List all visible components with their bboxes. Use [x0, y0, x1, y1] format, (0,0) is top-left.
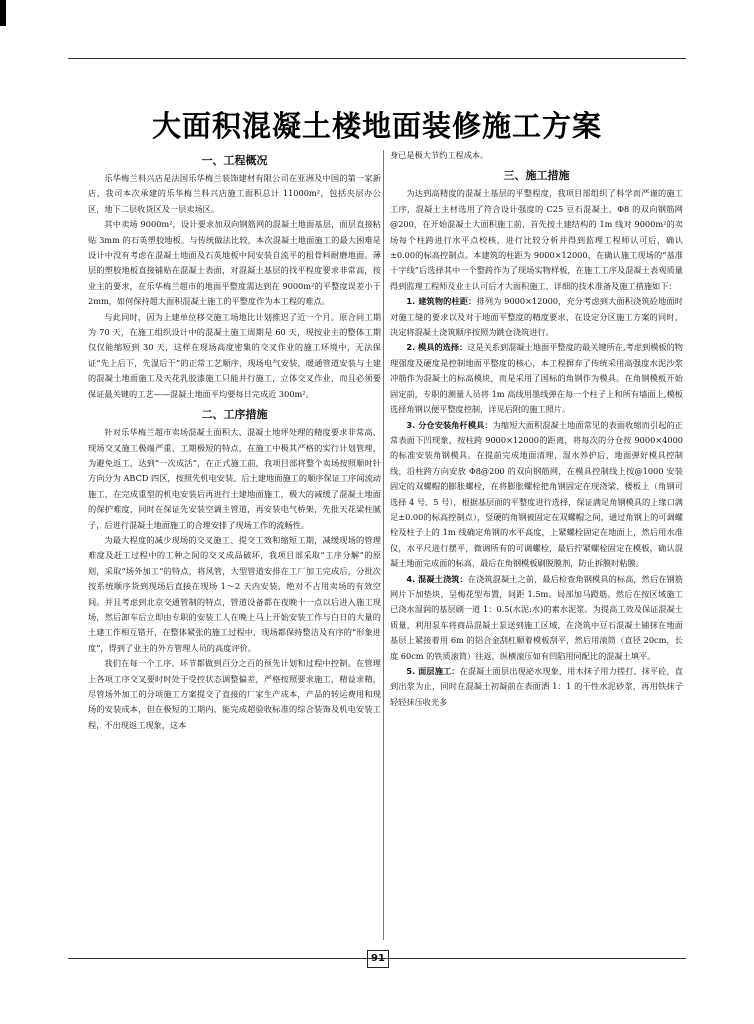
list-item: [390, 294, 683, 340]
item-text: 在混凝土面层出现泌水现象，用木抹子用力搓打、抹平砼，直到出浆为止，同时在混凝土初凝前在表面洒 1：1 的干性水泥砂浆，再用铁抹子轻轻抹压收光多: [390, 666, 683, 707]
list-item: [390, 340, 683, 417]
list-item: [390, 664, 683, 710]
item-label: 4. 混凝土浇筑：: [406, 573, 468, 584]
section-heading-procedures: 二、工序措施: [201, 408, 268, 422]
right-column: [390, 148, 683, 943]
paragraph: 针对乐华梅兰超市卖场混凝土面积大、混凝土地坪处理的精度要求非常高、现场交叉施工极端严重、工期极短的特点，在施工中极其严格的实行计划管理，为避免返工，达到“一次成活”，在正式施工前，我项目部将整个卖场按照顺时针方向分为 ABCD 四区，按照先机电安装、后土建地面施工的顺序保证工序间流动施工，在完成重型的机电安装后再进行土建地面施工，极大的减缓了混凝土地面的保护难度，同时在保证先安装空调主管道，再安装电气桥架，先批天花梁柱腻子，后进行混凝土地面施工的合理安排了现场工作的流畅性。: [88, 427, 381, 530]
item-label: 1. 建筑物的柱距：: [406, 296, 477, 307]
page-title: 大面积混凝土楼地面装修施工方案: [151, 109, 602, 143]
section-heading-overview: 一、工程概况: [201, 154, 268, 167]
paragraph: 为最大程度的减少现场的交叉施工、提交工效和缩短工期，减缓现场的管理难度及赶工过程中的工种之间的交叉成品破坏，我项目部采取“工序分解”的原则，采取“场外加工”的特点，将风管，大型管道安排在工厂加工完成后，分批次按系统顺序货到现场后直接在现场 1～2 天内安装，绝对不占用卖场的有效空间。并且考虑到北京交通管制的特点，管道设备都在夜晚十一点以后进入施工现场，然后卸车后立即由专职的安装工人在晚上马上开始安装工作与白日的大量的土建工作相互错开，在整体紧张的施工过程中，现场都保持整洁及有序的“形象进度”，得到了业主的外方管理人员的高度评价。: [88, 534, 381, 653]
item-text: 在浇筑混凝土之前，最后检查角钢模具的标高，然后在钢筋网片下加垫块，呈梅花型布置，间距 1.5m。局部加马蹬筋。然后在按区域施工已浇水湿润的基层刷一道 1：0.5(水泥:水)的素水泥浆。为提高工效及保证混凝土质量，利用泵车将商品混凝土泵送到施工区域，在浇筑中豆石混凝土铺抹在地面基层上紧接着用 6m 的铝合金刮杠顺着模板刮平，然后用滚筒（直径 20cm，长度 60cm 的铁质滚筒）往返，纵横滚压如有凹陷用同配比的混凝土填平。: [390, 573, 683, 661]
left-column: [88, 148, 381, 943]
column-divider: [383, 150, 384, 940]
paragraph: 与此同时，因为上建单位移交施工场地比计划推迟了近一个月。原合同工期为 70 天，在施工组织设计中的混凝土施工周期是 60 天，现按业主的整体工期仅仅能缩短到 30 天，这样在现场高度密集的交叉作业的施工环境中，无法保证“先上后下，先湿后干”的正常工艺顺序，现场电气安装，暖通管道安装与土建的混凝土地面施工及天花乳胶漆施工只能并行施工，立体交叉作业，而且必须要保证最关键的工艺——混凝土地面平均要每日完成近 300m²。: [88, 311, 381, 399]
paragraph: 乐华梅兰科兴店是法国乐华梅兰装饰建材有限公司在亚洲及中国的第一家新店，我司本次承建的乐华梅兰科兴店施工面积总计 11000m²，包括夹层办公区，地下二层收货区及一层卖场区。: [88, 173, 381, 214]
list-item: [390, 572, 683, 664]
list-item: [390, 418, 683, 572]
item-label: 3. 分仓安装角杆模具：: [406, 419, 493, 430]
paragraph: 我们在每一个工序、环节都做到百分之百的预先计划和过程中控制。在管理上各项工序交叉要时时处于受控状态调整偏差，严格按照要求施工，精益求精，尽管场外加工的分项施工方案提交了直接的厂家生产成本，产品的转运费用和现场的安装成本，但在极短的工期内，能完成超验收标准的综合装饰及机电安装工程，不出现返工现象，这本: [88, 658, 381, 730]
paragraph: 为达到高精度的混凝土基层的平整程度，我项目部组织了科学而严谨的施工工序，混凝土主材选用了符合设计强度的 C25 豆石混凝土，Φ8 的双向钢筋网@200，在开始混凝土大面积施工前，首先按土建结构的 1m 线对 9000m²的卖场每个柱跨进行水平点校核，进行比较分析并得到监理工程师认可后，确认±0.00的标高控制点。本建筑的柱距为 9000×12000，在确认施工现场的“基准十字线”后选择其中一个整跨作为了现场实物样板，在施工工序及混凝土表观质量得到监理工程师及业主认可后才大面积施工，详细的技术准备及施工措施如下：: [390, 188, 683, 291]
item-text: 为缩短大面积混凝土地面常见的表面收缩而引起的正常表面下凹现象，按柱跨 9000×12000的距离，将每次的分仓按 9000×4000的标准安装角钢模具。在提前完成地面清理，湿水养护后，地面弹好模具控制线，沿柱跨方向安放 Φ8@200 的双向钢筋网，在模具控制线上按@1000 安装固定的双螺帽的膨胀螺栓，在将膨胀螺栓把角钢固定在现浇梁、楼板上（角钢可选择 4 号、5 号），根据基层面的平整度进行选择，保证满足角钢模具的上缘口满足±0.00的标高控制点），竖硬的角钢被固定在双螺帽之间，通过角钢上的可调螺栓及柱子上的 1m 线确定角钢的水平高度，上紧螺栓固定在地面上，然后用水准仪，水平尺进行摆平，微调所有的可调螺栓，最后拧紧螺栓固定在模板，确认混凝土地面完成面的标高，最后在角钢模板刷脱膜剂，防止拆膜时粘膜。: [390, 419, 683, 569]
item-text: 这是关系到混凝土地面平整度的最关键所在,考虑到模板的物理强度及硬度是控制地面平整度的核心，本工程摒弃了传统采用高强度水泥沙浆冲筋作为混凝土的标高模块，而是采用了国标的角钢作为模具。在角钢模板开始固定前，专职的测量人员将 1m 高线用墨线弹在每一个柱子上和所有墙面上,模板选择角钢以便平整度控制，详见后附的施工照片。: [390, 342, 683, 415]
item-label: 5. 面层施工：: [406, 666, 460, 676]
paragraph: 其中卖场 9000m²，设计要求加双向钢筋网的混凝土地面基层，面层直接粘贴 3mm 的石英塑胶地板。与传统做法比较，本次混凝土地面施工的最大困难是设计中没有考虑在混凝土地面及石英地板中间安装自流平的租骨料耐磨地面。薄层的塑胶地板直接铺贴在混凝土表面，对混凝土基层的找平程度要求非常高，按业主的要求，在乐华梅兰超市的地面平整度需达到在 9000m²的平整度误差小于 2mm，如何保持超大面积混凝土施工的平整度作为本工程的难点。: [88, 219, 381, 307]
top-rule: [68, 58, 686, 59]
item-text: 排列为 9000×12000，充分考虑到大面积浇筑砼地面时对施工缝的要求以及对于地面平整度的精度要求，在设定分区施工方案的同时，决定将混凝土浇筑顺序按照为跳仓浇筑进行。: [390, 296, 683, 338]
crop-mark: [0, 0, 6, 26]
section-heading-measures: 三、施工措施: [503, 169, 570, 183]
page-number: 91: [367, 950, 389, 968]
paragraph-continuation: 身已是极大节约工程成本。: [390, 150, 489, 160]
item-label: 2. 模具的选择：: [406, 342, 468, 353]
